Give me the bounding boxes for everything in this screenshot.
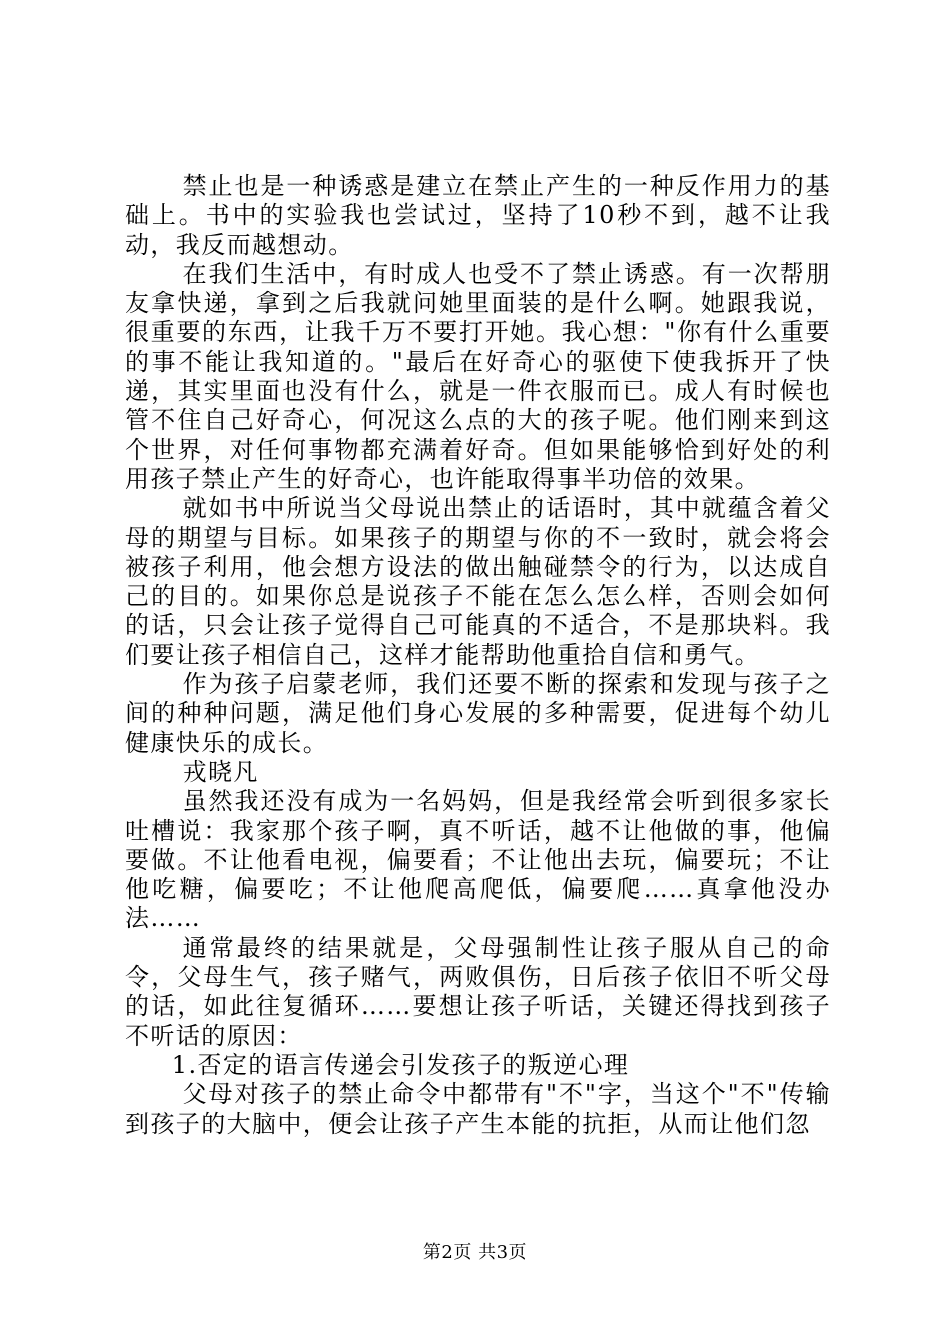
- document-body: [125, 172, 831, 1139]
- paragraph-usual-outcome: 通常最终的结果就是，父母强制性让孩子服从自己的命令，父母生气，孩子赌气，两败俱伤，日后孩子依旧不听父母的话，如此往复循环……要想让孩子听话，关键还得找到孩子不听话的原因：: [125, 933, 831, 1050]
- list-item-heading-1: 1.否定的语言传递会引发孩子的叛逆心理: [171, 1050, 630, 1079]
- page-footer: 第2页 共3页: [422, 1242, 528, 1263]
- author-name: 戎晓凡: [182, 757, 259, 786]
- paragraph-temptation-of-prohibition: 禁止也是一种诱惑是建立在禁止产生的一种反作用力的基础上。书中的实验我也尝试过，坚持了10秒不到，越不让我动，我反而越想动。: [125, 172, 831, 259]
- paragraph-negative-language: 父母对孩子的禁止命令中都带有"不"字，当这个"不"传输到孩子的大脑中，便会让孩子产生本能的抗拒，从而让他们忽: [125, 1080, 831, 1138]
- paragraph-parent-complaints: 虽然我还没有成为一名妈妈，但是我经常会听到很多家长吐槽说：我家那个孩子啊，真不听话，越不让他做的事，他偏要做。不让他看电视，偏要看；不让他出去玩，偏要玩；不让他吃糖，偏要吃；不让他爬高爬低，偏要爬……真拿他没办法……: [125, 787, 831, 933]
- paragraph-teacher-role: 作为孩子启蒙老师，我们还要不断的探索和发现与孩子之间的种种问题，满足他们身心发展的多种需要，促进每个幼儿健康快乐的成长。: [125, 670, 831, 757]
- paragraph-parent-expectations: 就如书中所说当父母说出禁止的话语时，其中就蕴含着父母的期望与目标。如果孩子的期望与你的不一致时，就会将会被孩子利用，他会想方设法的做出触碰禁令的行为，以达成自己的目的。如果你总是说孩子不能在怎么怎么样，否则会如何的话，只会让孩子觉得自己可能真的不适合，不是那块料。我们要让孩子相信自己，这样才能帮助他重拾自信和勇气。: [125, 494, 831, 669]
- paragraph-adult-curiosity: 在我们生活中，有时成人也受不了禁止诱惑。有一次帮朋友拿快递，拿到之后我就问她里面装的是什么啊。她跟我说，很重要的东西，让我千万不要打开她。我心想："你有什么重要的事不能让我知道的。"最后在好奇心的驱使下使我拆开了快递，其实里面也没有什么，就是一件衣服而已。成人有时候也管不住自己好奇心，何况这么点的大的孩子呢。他们刚来到这个世界，对任何事物都充满着好奇。但如果能够恰到好处的利用孩子禁止产生的好奇心，也许能取得事半功倍的效果。: [125, 259, 831, 493]
